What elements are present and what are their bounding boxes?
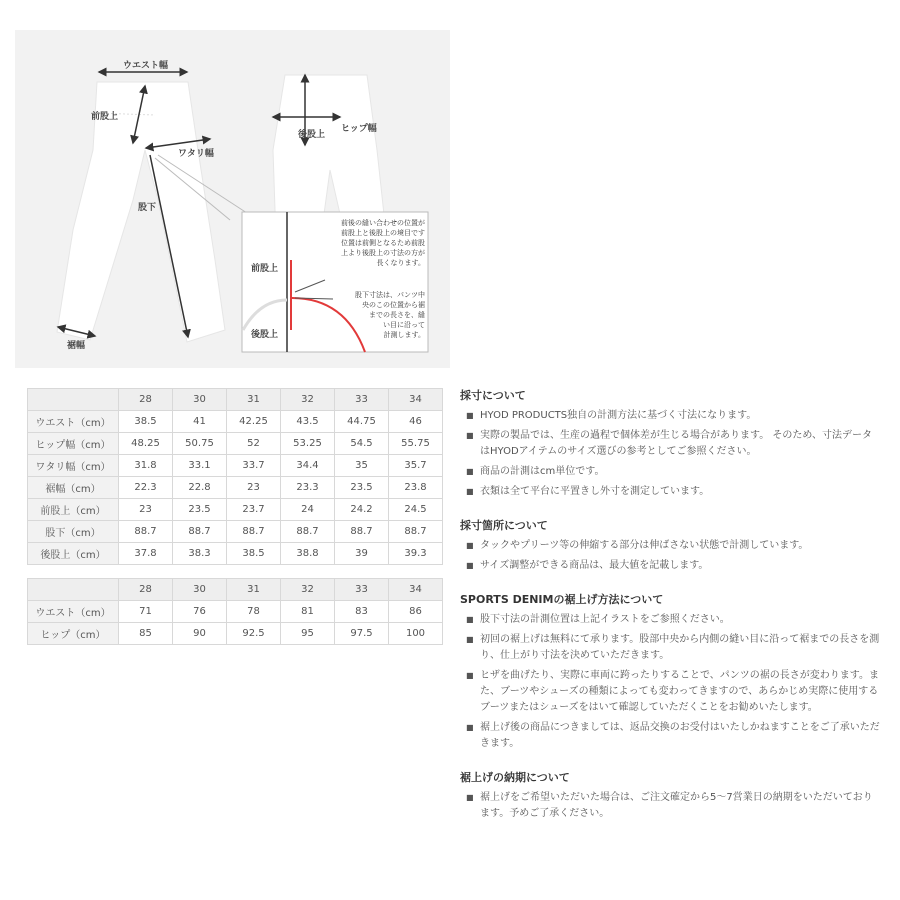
cell: 76 [173, 601, 227, 623]
cell: 88.7 [227, 521, 281, 543]
table-row [28, 521, 443, 543]
table-row [28, 601, 443, 623]
notes-section-hemming-lead-time [460, 770, 880, 822]
section-title: 採寸について [460, 389, 526, 402]
cell: 24.5 [389, 499, 443, 521]
header-cell: 34 [389, 389, 443, 411]
list-item: ■ ヒザを曲げたり、実際に車両に跨ったりすることで、パンツの裾の長さが変わります。また、ブーツやシューズの種類によっても変わってきますので、あらかじめ実際に使用するブーツまたはシューズをはいて確認していただくことをお勧めいたします。 [460, 668, 880, 716]
cell: 52 [227, 433, 281, 455]
cell: 42.25 [227, 411, 281, 433]
row-label: 前股上（cm） [28, 499, 119, 521]
cell: 46 [389, 411, 443, 433]
cell: 83 [335, 601, 389, 623]
label-front-rise: 前股上 [91, 112, 119, 122]
row-label: 後股上（cm） [28, 543, 119, 565]
header-cell: 33 [335, 579, 389, 601]
label-detail-front-rise: 前股上 [251, 264, 279, 274]
table-row [28, 477, 443, 499]
label-waist-width: ウエスト幅 [123, 61, 169, 71]
cell: 33.1 [173, 455, 227, 477]
cell: 50.75 [173, 433, 227, 455]
row-label: ウエスト（cm） [28, 601, 119, 623]
cell: 22.8 [173, 477, 227, 499]
cell: 97.5 [335, 623, 389, 645]
cell: 38.8 [281, 543, 335, 565]
list-item: ■ タックやプリーツ等の伸縮する部分は伸ばさない状態で計測しています。 [460, 538, 880, 554]
section-title: 裾上げの納期について [460, 771, 570, 784]
header-cell: 30 [173, 389, 227, 411]
table-header-row [28, 389, 443, 411]
label-detail-back-rise: 後股上 [251, 330, 279, 340]
cell: 55.75 [389, 433, 443, 455]
cell: 88.7 [173, 521, 227, 543]
cell: 35 [335, 455, 389, 477]
label-hem-width: 裾幅 [67, 341, 86, 351]
cell: 86 [389, 601, 443, 623]
notes-section-measurement [460, 388, 880, 500]
header-cell: 30 [173, 579, 227, 601]
list-item: ■ 実際の製品では、生産の過程で個体差が生じる場合があります。 そのため、寸法データはHYODアイテムのサイズ選びの参考としてご参照ください。 [460, 428, 880, 460]
cell: 34.4 [281, 455, 335, 477]
header-cell: 32 [281, 579, 335, 601]
label-thigh-width: ワタリ幅 [178, 149, 214, 159]
list-item: ■ 初回の裾上げは無料にて承ります。股部中央から内側の縫い目に沿って裾までの長さを測り、仕上がり寸法を決めていただきます。 [460, 632, 880, 664]
list-item: ■ サイズ調整ができる商品は、最大値を記載します。 [460, 558, 880, 574]
row-label: ヒップ（cm） [28, 623, 119, 645]
cell: 23 [119, 499, 173, 521]
header-cell: 31 [227, 389, 281, 411]
size-table-product [27, 388, 443, 565]
cell: 31.8 [119, 455, 173, 477]
table-row [28, 455, 443, 477]
cell: 85 [119, 623, 173, 645]
note-seam-position: 前後の縫い合わせの位置が 前股上と後股上の境目です 位置は前側となるため前股 上より後股上の寸法の方が 長くなります。 [341, 219, 425, 267]
notes-section-locations [460, 518, 880, 574]
row-label: ワタリ幅（cm） [28, 455, 119, 477]
table-row [28, 433, 443, 455]
cell: 35.7 [389, 455, 443, 477]
cell: 92.5 [227, 623, 281, 645]
cell: 24.2 [335, 499, 389, 521]
cell: 100 [389, 623, 443, 645]
header-cell: 34 [389, 579, 443, 601]
list-item: ■ 商品の計測はcm単位です。 [460, 464, 880, 480]
list-item: ■ HYOD PRODUCTS独自の計測方法に基づく寸法になります。 [460, 408, 880, 424]
cell: 88.7 [281, 521, 335, 543]
cell: 23.3 [281, 477, 335, 499]
cell: 23.5 [173, 499, 227, 521]
table-row [28, 623, 443, 645]
cell: 39.3 [389, 543, 443, 565]
section-title: SPORTS DENIMの裾上げ方法について [460, 593, 664, 606]
cell: 38.5 [227, 543, 281, 565]
note-inseam-measure: 股下寸法は、パンツ中 央のこの位置から裾 までの長さを、縫 い目に沿って 計測します。 [355, 291, 425, 339]
table-header-row [28, 579, 443, 601]
cell: 23.7 [227, 499, 281, 521]
cell: 48.25 [119, 433, 173, 455]
cell: 90 [173, 623, 227, 645]
cell: 24 [281, 499, 335, 521]
cell: 78 [227, 601, 281, 623]
header-cell [28, 579, 119, 601]
cell: 88.7 [335, 521, 389, 543]
header-cell: 32 [281, 389, 335, 411]
row-label: 裾幅（cm） [28, 477, 119, 499]
cell: 88.7 [389, 521, 443, 543]
header-cell: 28 [119, 579, 173, 601]
cell: 43.5 [281, 411, 335, 433]
header-cell [28, 389, 119, 411]
cell: 39 [335, 543, 389, 565]
list-item: ■ 裾上げをご希望いただいた場合は、ご注文確定から5～7営業日の納期をいただいております。予めご了承ください。 [460, 790, 880, 822]
notes-section-hemming [460, 592, 880, 752]
cell: 54.5 [335, 433, 389, 455]
label-back-rise: 後股上 [298, 130, 326, 140]
cell: 23.5 [335, 477, 389, 499]
cell: 37.8 [119, 543, 173, 565]
cell: 38.5 [119, 411, 173, 433]
row-label: 股下（cm） [28, 521, 119, 543]
header-cell: 33 [335, 389, 389, 411]
list-item: ■ 裾上げ後の商品につきましては、返品交換のお受付はいたしかねますことをご了承いただきます。 [460, 720, 880, 752]
cell: 88.7 [119, 521, 173, 543]
cell: 22.3 [119, 477, 173, 499]
cell: 38.3 [173, 543, 227, 565]
header-cell: 28 [119, 389, 173, 411]
cell: 53.25 [281, 433, 335, 455]
size-table-body [27, 578, 443, 645]
header-cell: 31 [227, 579, 281, 601]
table-row [28, 543, 443, 565]
cell: 44.75 [335, 411, 389, 433]
cell: 23.8 [389, 477, 443, 499]
list-item: ■ 衣類は全て平台に平置きし外寸を測定しています。 [460, 484, 880, 500]
cell: 95 [281, 623, 335, 645]
list-item: ■ 股下寸法の計測位置は上記イラストをご参照ください。 [460, 612, 880, 628]
table-row [28, 499, 443, 521]
cell: 41 [173, 411, 227, 433]
cell: 23 [227, 477, 281, 499]
measurement-notes [460, 388, 880, 840]
measurement-illustration [15, 30, 450, 368]
row-label: ヒップ幅（cm） [28, 433, 119, 455]
cell: 71 [119, 601, 173, 623]
cell: 33.7 [227, 455, 281, 477]
label-inseam: 股下 [138, 203, 157, 213]
section-title: 採寸箇所について [460, 519, 548, 532]
label-hip-width: ヒップ幅 [341, 124, 377, 134]
row-label: ウエスト（cm） [28, 411, 119, 433]
cell: 81 [281, 601, 335, 623]
table-row [28, 411, 443, 433]
